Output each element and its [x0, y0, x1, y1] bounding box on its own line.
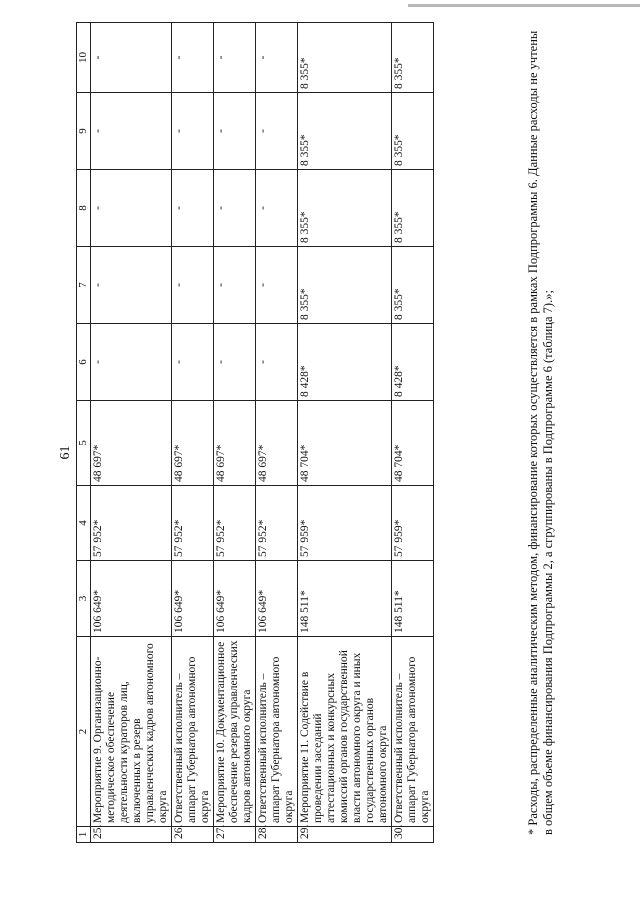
value-cell: 48 697* [172, 401, 214, 486]
description-cell: Мероприятие 11. Содействие в проведении заседаний аттестационных и конкурсных комиссий органов государственной власти автономного округа и иных государственных органов автономного округа [298, 637, 392, 827]
financing-table [76, 22, 434, 843]
value-cell: 8 355* [392, 170, 434, 247]
value-cell: 8 355* [392, 93, 434, 170]
value-cell: 148 511* [392, 561, 434, 637]
value-cell: 57 952* [91, 486, 172, 561]
value-cell: 48 697* [214, 401, 256, 486]
value-cell: 8 428* [392, 324, 434, 401]
value-cell: - [91, 324, 172, 401]
value-cell: 57 952* [214, 486, 256, 561]
column-header: 3 [77, 561, 91, 637]
value-cell: - [91, 170, 172, 247]
value-cell: 48 704* [298, 401, 392, 486]
footnote: * Расходы, распределенные аналитическим методом, финансирование которых осуществляется в рамках Подпрограммы 6. Данные расходы не учтены в общем объеме финансирования Подпрограммы 2, а сгруппированы в Подпрограмме 6 (таблица 7).»; [526, 30, 555, 835]
value-cell: - [256, 247, 298, 324]
value-cell: 8 428* [298, 324, 392, 401]
value-cell: - [214, 247, 256, 324]
column-header: 2 [77, 637, 91, 827]
value-cell: 8 355* [392, 247, 434, 324]
row-number-cell: 29. [298, 827, 392, 843]
value-cell: 106 649* [91, 561, 172, 637]
table-row [392, 23, 434, 843]
value-cell: 57 952* [172, 486, 214, 561]
value-cell: - [214, 170, 256, 247]
header-row [77, 23, 91, 843]
value-cell: - [256, 23, 298, 93]
value-cell: 8 355* [298, 23, 392, 93]
table-row [298, 23, 392, 843]
value-cell: - [91, 247, 172, 324]
value-cell: 48 697* [256, 401, 298, 486]
value-cell: 148 511* [298, 561, 392, 637]
description-cell: Ответственный исполнитель – аппарат Губернатора автономного округа [172, 637, 214, 827]
table-body [91, 23, 434, 843]
column-header: 6 [77, 324, 91, 401]
table-row [256, 23, 298, 843]
value-cell: - [214, 324, 256, 401]
value-cell: 57 959* [298, 486, 392, 561]
column-header: 10 [77, 23, 91, 93]
value-cell: 106 649* [256, 561, 298, 637]
value-cell: - [214, 93, 256, 170]
value-cell: 8 355* [298, 170, 392, 247]
value-cell: - [256, 93, 298, 170]
column-header: 5 [77, 401, 91, 486]
value-cell: - [172, 170, 214, 247]
value-cell: 57 959* [392, 486, 434, 561]
value-cell: 8 355* [392, 23, 434, 93]
column-header: 7 [77, 247, 91, 324]
value-cell: 106 649* [214, 561, 256, 637]
description-cell: Ответственный исполнитель – аппарат Губернатора автономного округа [392, 637, 434, 827]
row-number-cell: 28. [256, 827, 298, 843]
row-number-cell: 27. [214, 827, 256, 843]
value-cell: - [256, 170, 298, 247]
value-cell: - [214, 23, 256, 93]
value-cell: 106 649* [172, 561, 214, 637]
table-row [214, 23, 256, 843]
description-cell: Мероприятие 10. Документационное обеспечение резерва управленческих кадров автономного округа [214, 637, 256, 827]
value-cell: 8 355* [298, 93, 392, 170]
column-header: 8 [77, 170, 91, 247]
description-cell: Ответственный исполнитель – аппарат Губернатора автономного округа [256, 637, 298, 827]
page-number: 61 [58, 445, 73, 460]
description-cell: Мероприятие 9. Организационно-методическое обеспечение деятельности кураторов лиц, включенных в резерв управленческих кадров автономного округа [91, 637, 172, 827]
value-cell: - [91, 23, 172, 93]
value-cell: - [91, 93, 172, 170]
value-cell: - [172, 93, 214, 170]
value-cell: - [172, 324, 214, 401]
row-number-cell: 25. [91, 827, 172, 843]
value-cell: - [172, 247, 214, 324]
value-cell: 8 355* [298, 247, 392, 324]
value-cell: - [172, 23, 214, 93]
value-cell: 57 952* [256, 486, 298, 561]
row-number-cell: 30. [392, 827, 434, 843]
value-cell: 48 697* [91, 401, 172, 486]
value-cell: - [256, 324, 298, 401]
column-header: 9 [77, 93, 91, 170]
column-header: 4 [77, 486, 91, 561]
column-header: 1 [77, 827, 91, 843]
row-number-cell: 26. [172, 827, 214, 843]
table-row [172, 23, 214, 843]
table-row [91, 23, 172, 843]
value-cell: 48 704* [392, 401, 434, 486]
